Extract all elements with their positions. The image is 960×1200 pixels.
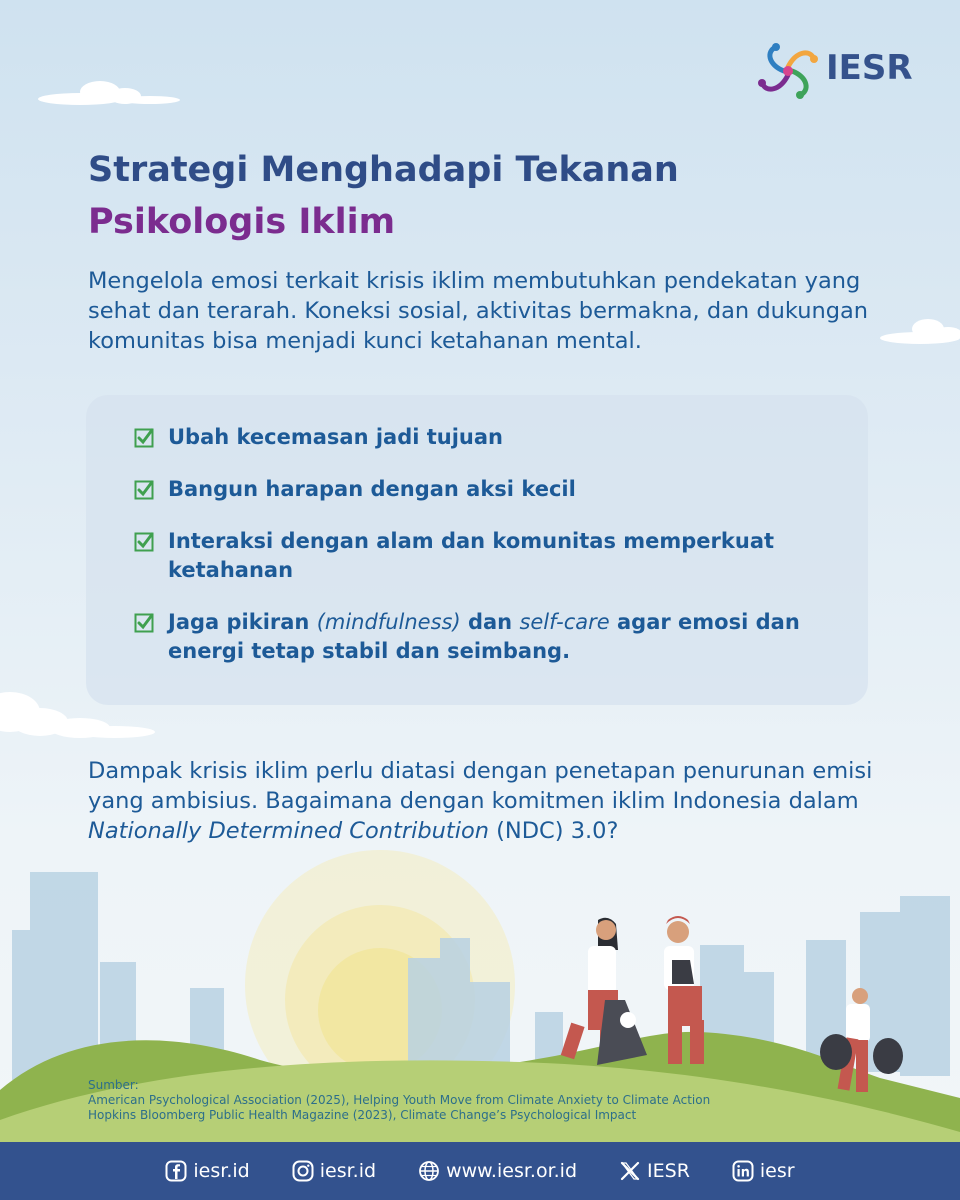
checklist-item-text: Interaksi dengan alam dan komunitas memperkuat ketahanan [168,529,775,582]
instagram-handle: iesr.id [319,1160,377,1182]
checkbox-checked-icon [134,428,154,448]
footer-social-bar [0,1142,960,1200]
checklist-item-text: Ubah kecemasan jadi tujuan [168,425,504,449]
checklist-item [134,475,814,504]
source-item: American Psychological Association (2025), Helping Youth Move from Climate Anxiety to Climate Action [88,1093,711,1107]
checklist-item [134,423,814,452]
linkedin-link[interactable] [732,1160,795,1182]
item4-part5: agar emosi dan energi tetap stabil dan seimbang. [168,610,800,663]
closing-part3: (NDC) 3.0? [488,818,619,844]
iesr-logo-mark-icon [756,40,820,102]
page-title [88,144,679,248]
globe-icon [418,1160,440,1182]
checklist-item-text [168,610,800,663]
source-item: Hopkins Bloomberg Public Health Magazine (2023), Climate Change’s Psychological Impact [88,1108,637,1122]
facebook-handle: iesr.id [193,1160,250,1182]
strategy-card [86,395,868,705]
strategy-checklist [134,423,814,689]
item4-part1: Jaga pikiran [168,610,317,634]
closing-paragraph [88,756,888,846]
item4-part3: dan [460,610,520,634]
closing-ndc-term: Nationally Determined Contribution [88,818,489,844]
checklist-item [134,527,814,585]
x-logo-icon [619,1160,641,1182]
volunteer-left-illustration [561,918,647,1065]
facebook-link[interactable] [165,1160,249,1182]
item4-mindfulness: (mindfulness) [316,610,461,634]
title-line-1: Strategi Menghadapi Tekanan [88,150,679,190]
checkbox-checked-icon [134,532,154,552]
website-url: www.iesr.or.id [446,1160,578,1182]
linkedin-handle: iesr [759,1160,795,1182]
instagram-link[interactable] [292,1160,376,1182]
closing-part1: Dampak krisis iklim perlu diatasi dengan penetapan penurunan emisi yang ambisius. Bagaimana dengan komitmen iklim Indonesia dalam [88,758,873,814]
x-handle: IESR [647,1160,690,1182]
brand-name: IESR [826,48,913,88]
website-link[interactable] [418,1160,577,1182]
checkbox-checked-icon [134,480,154,500]
instagram-icon [292,1160,314,1182]
iesr-logo [756,40,916,102]
checklist-item-text: Bangun harapan dengan aksi kecil [168,477,576,501]
cloud-top-left [38,81,180,105]
x-link[interactable] [619,1160,690,1182]
checklist-item [134,608,814,666]
checkbox-checked-icon [134,613,154,633]
linkedin-icon [732,1160,754,1182]
title-line-2: Psikologis Iklim [88,202,396,242]
sources-label: Sumber: [88,1078,139,1092]
cloud-right [880,319,960,344]
intro-paragraph: Mengelola emosi terkait krisis iklim membutuhkan pendekatan yang sehat dan terarah. Koneksi sosial, aktivitas bermakna, dan dukungan komunitas bisa menjadi kunci ketahanan mental. [88,268,869,354]
facebook-icon [165,1160,187,1182]
sources [88,1078,710,1123]
item4-selfcare: self-care [519,610,610,634]
